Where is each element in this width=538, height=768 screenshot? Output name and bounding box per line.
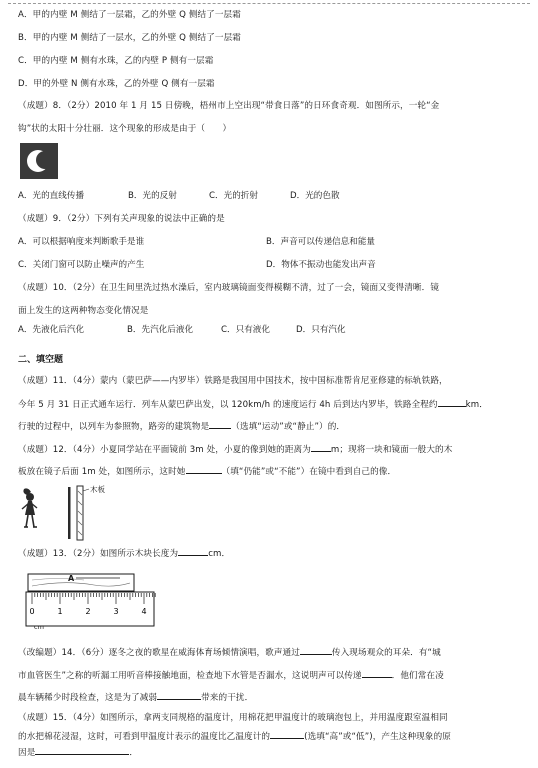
q9-option-d: D．物体不振动也能发出声音 [266, 260, 376, 270]
prev-option-a: A．甲的内壁 M 侧结了一层霜，乙的外壁 Q 侧结了一层霜 [18, 10, 241, 20]
q13-stem [18, 546, 524, 560]
page-top-border [8, 3, 530, 4]
q10-option-a: A．先液化后汽化 [18, 325, 85, 335]
q10-option-d: D．只有汽化 [296, 325, 346, 335]
q11-line3-text: 行驶的过程中，以列车为参照物，路旁的建筑物是 [18, 422, 210, 432]
q14-line1-text: （改编题）14．（6分）逐冬之夜的歌星在威海体育场倾情演唱，歌声通过 [18, 648, 300, 658]
q15-line2-tail: (选填“高”或“低”)，产生这种现象的原 [304, 732, 451, 742]
q15-stem-line1: （成题）15．（4分）如图所示，拿两支同规格的温度计，用棉花把甲温度计的玻璃泡包上，并用温度跟室温相同 [18, 713, 448, 723]
q9-option-a: A．可以根据响度来判断歌手是谁 [18, 237, 145, 247]
q12-line1-text: （成题）12．（4分）小夏同学站在平面镜前 3m 处，小夏的像到她的距离为 [18, 445, 311, 455]
q14-line3-tail: 带来的干扰． [201, 693, 254, 703]
q8-stem-line1: （成题）8．（2分）2010 年 1 月 15 日傍晚，梧州市上空出现“带食日落”的日环食奇观．如图所示，一轮“金 [18, 101, 440, 111]
q12-stem-line2 [18, 464, 524, 478]
q15-answer-blank-2[interactable] [35, 745, 129, 755]
q12-stem-line1 [18, 442, 524, 456]
q9-stem: （成题）9．（2分）下列有关声现象的说法中正确的是 [18, 214, 225, 224]
ruler-unit-label: cm [34, 623, 44, 631]
ruler-figure [24, 568, 158, 634]
q12-line2-tail: （填“仍能”或“不能”）在镜中看到自己的像． [221, 467, 397, 477]
q14-stem-line3 [18, 690, 524, 704]
q11-answer-blank-1[interactable] [438, 397, 466, 407]
q11-line2-unit: km． [465, 400, 488, 410]
ruler-tick-label: 2 [85, 607, 91, 616]
q10-option-b: B．先汽化后液化 [127, 325, 194, 335]
ruler-tick-label: 0 [29, 607, 35, 616]
section-title: 二、填空题 [18, 355, 64, 365]
q12-answer-blank-2[interactable] [186, 464, 222, 474]
q9-option-c: C．关闭门窗可以防止噪声的产生 [18, 260, 145, 270]
q14-line2-tail: ．他们常在凌 [391, 671, 444, 681]
prev-option-c: C．甲的内壁 M 侧有水珠，乙的内壁 P 侧有一层霜 [18, 56, 214, 66]
q14-line3-text: 晨车辆稀少时段检查，这是为了减弱 [18, 693, 158, 703]
q11-stem-line2 [18, 397, 524, 411]
mirror-board-figure [18, 483, 108, 541]
ruler-tick-label: 3 [113, 607, 119, 616]
q8-stem-line2: 钩”状的太阳十分壮丽．这个现象的形成是由于（ ） [18, 124, 232, 134]
q11-stem-line1: （成题）11．（4分）蒙内（蒙巴萨——内罗毕）铁路是我国用中国技术，按中国标准帮肯尼亚修建的标轨铁路， [18, 376, 448, 386]
q13-answer-blank[interactable] [178, 546, 208, 556]
q10-stem-line2: 面上发生的这两种物态变化情况是 [18, 306, 149, 316]
q14-stem-line2 [18, 668, 524, 682]
q10-stem-line1: （成题）10．（2分）在卫生间里洗过热水澡后，室内玻璃镜面变得模糊不清，过了一会，镜面又变得清晰．镜 [18, 283, 440, 293]
q15-line2-text: 的水把棉花浸湿，这时，可看到甲温度计表示的温度比乙温度计的 [18, 732, 271, 742]
q8-option-a: A．光的直线传播 [18, 191, 85, 201]
q11-answer-blank-2[interactable] [209, 419, 231, 429]
prev-option-d: D．甲的外壁 N 侧有水珠，乙的外壁 Q 侧有一层霜 [18, 79, 215, 89]
prev-option-b: B．甲的内壁 M 侧结了一层水，乙的外壁 Q 侧结了一层霜 [18, 33, 241, 43]
q14-line2-text: 市血管医生”之称的听漏工用听音棒接触地面，检查地下水管是否漏水，这说明声可以传递 [18, 671, 362, 681]
q14-line1-tail: 传入现场观众的耳朵．有“城 [331, 648, 441, 658]
q12-line1-tail: m；现将一块和镜面一般大的木 [330, 445, 453, 455]
ruler-tick-label: 4 [141, 607, 147, 616]
board-label: 木板 [90, 485, 105, 494]
q8-option-b: B．光的反射 [128, 191, 177, 201]
q14-stem-line1 [18, 645, 524, 659]
q11-line3-tail: （选填“运动”或“静止”）的． [231, 422, 346, 432]
q13-stem-text: （成题）13．（2分）如图所示木块长度为 [18, 549, 179, 559]
q10-option-c: C．只有液化 [221, 325, 270, 335]
eclipse-image [20, 143, 58, 179]
q9-option-b: B．声音可以传递信息和能量 [266, 237, 376, 247]
q12-answer-blank-1[interactable] [311, 442, 331, 452]
q14-answer-blank-3[interactable] [157, 690, 201, 700]
ruler-tick-label: 1 [57, 607, 63, 616]
q11-stem-line3 [18, 419, 524, 433]
q13-stem-unit: cm． [208, 549, 231, 559]
q8-option-c: C．光的折射 [209, 191, 258, 201]
ruler-svg [24, 568, 158, 634]
q15-line3-text: 因是 [18, 748, 36, 758]
q15-answer-blank-1[interactable] [270, 729, 304, 739]
q14-answer-blank-1[interactable] [300, 645, 332, 655]
q15-stem-line2 [18, 729, 524, 743]
q8-option-d: D．光的色散 [290, 191, 340, 201]
q12-line2-text: 板放在镜子后面 1m 处，如图所示，这时她 [18, 467, 186, 477]
block-label: A [68, 574, 75, 583]
q11-line2-text: 今年 5 月 31 日正式通车运行．列车从蒙巴萨出发，以 120km/h 的速度运行 4h 后到达内罗毕，铁路全程约 [18, 400, 438, 410]
q14-answer-blank-2[interactable] [362, 668, 392, 678]
q15-line3-tail: ． [129, 748, 139, 758]
q15-stem-line3 [18, 745, 524, 759]
